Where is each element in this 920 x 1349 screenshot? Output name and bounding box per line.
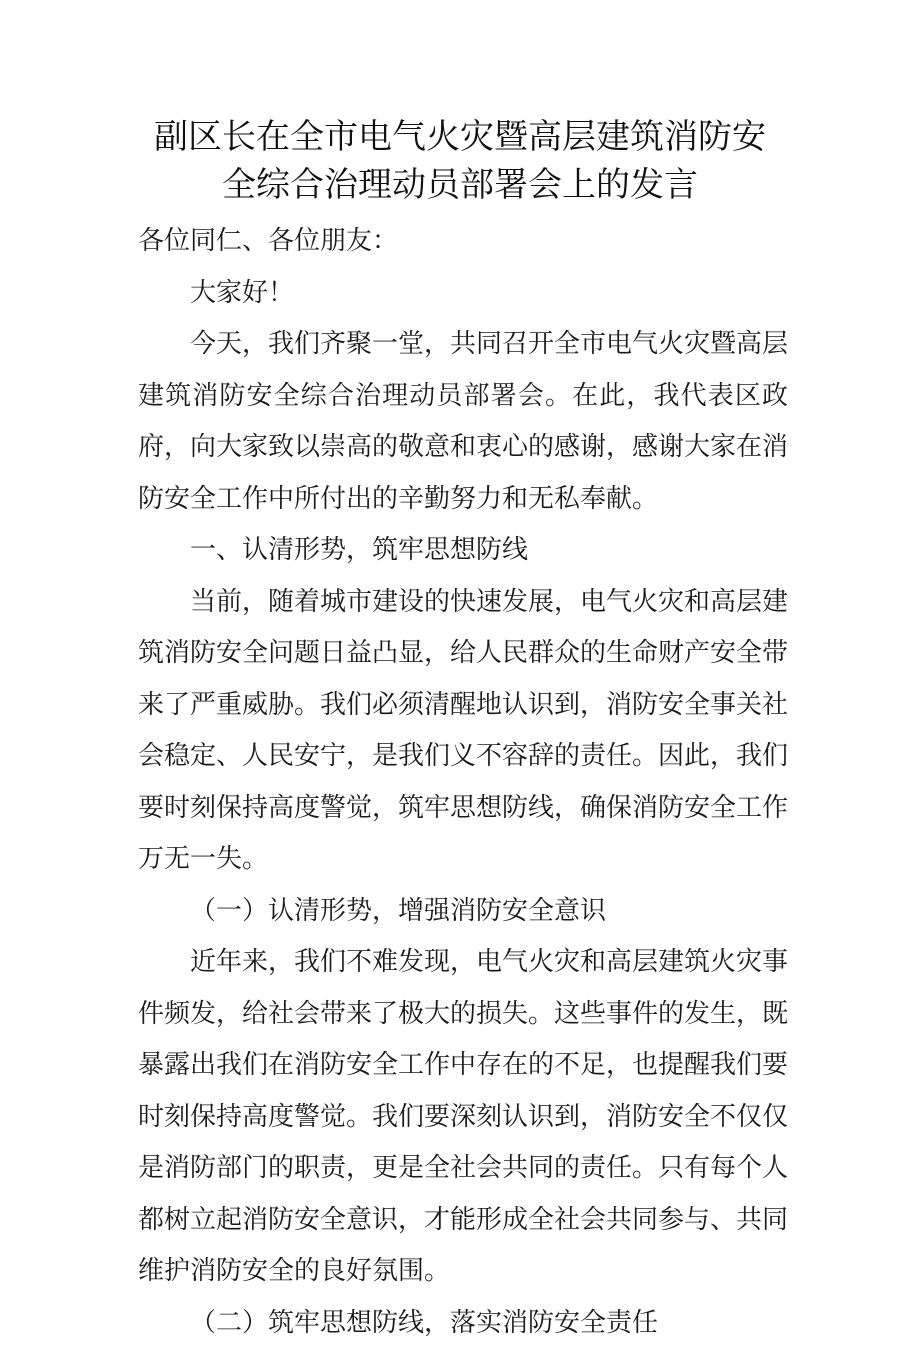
paragraph-situation: 当前，随着城市建设的快速发展，电气火灾和高层建筑消防安全问题日益凸显，给人民群众的生命财产安全带来了严重威胁。我们必须清醒地认识到，消防安全事关社会稳定、人民安宁，是我们义不容辞的责任。因此，我们要时刻保持高度警觉，筑牢思想防线，确保消防安全工作万无一失。 <box>138 577 788 886</box>
subsection-heading-2: （二）筑牢思想防线，落实消防安全责任 <box>138 1298 788 1349</box>
paragraph-awareness: 近年来，我们不难发现，电气火灾和高层建筑火灾事件频发，给社会带来了极大的损失。这些事件的发生，既暴露出我们在消防安全工作中存在的不足，也提醒我们要时刻保持高度警觉。我们要深刻认识到，消防安全不仅仅是消防部门的职责，更是全社会共同的责任。只有每个人都树立起消防安全意识，才能形成全社会共同参与、共同维护消防安全的良好氛围。 <box>138 937 788 1298</box>
greeting: 大家好！ <box>138 268 788 320</box>
subsection-heading-1: （一）认清形势，增强消防安全意识 <box>138 886 788 938</box>
paragraph-intro: 今天，我们齐聚一堂，共同召开全市电气火灾暨高层建筑消防安全综合治理动员部署会。在此，我代表区政府，向大家致以崇高的敬意和衷心的感谢，感谢大家在消防安全工作中所付出的辛勤努力和无私奉献。 <box>138 319 788 525</box>
section-heading-1: 一、认清形势，筑牢思想防线 <box>138 525 788 577</box>
salutation: 各位同仁、各位朋友： <box>138 216 788 268</box>
document-body <box>138 216 788 1349</box>
document-title-line-2: 全综合治理动员部署会上的发言 <box>130 161 790 209</box>
document-title-line-1: 副区长在全市电气火灾暨高层建筑消防安 <box>130 113 790 161</box>
